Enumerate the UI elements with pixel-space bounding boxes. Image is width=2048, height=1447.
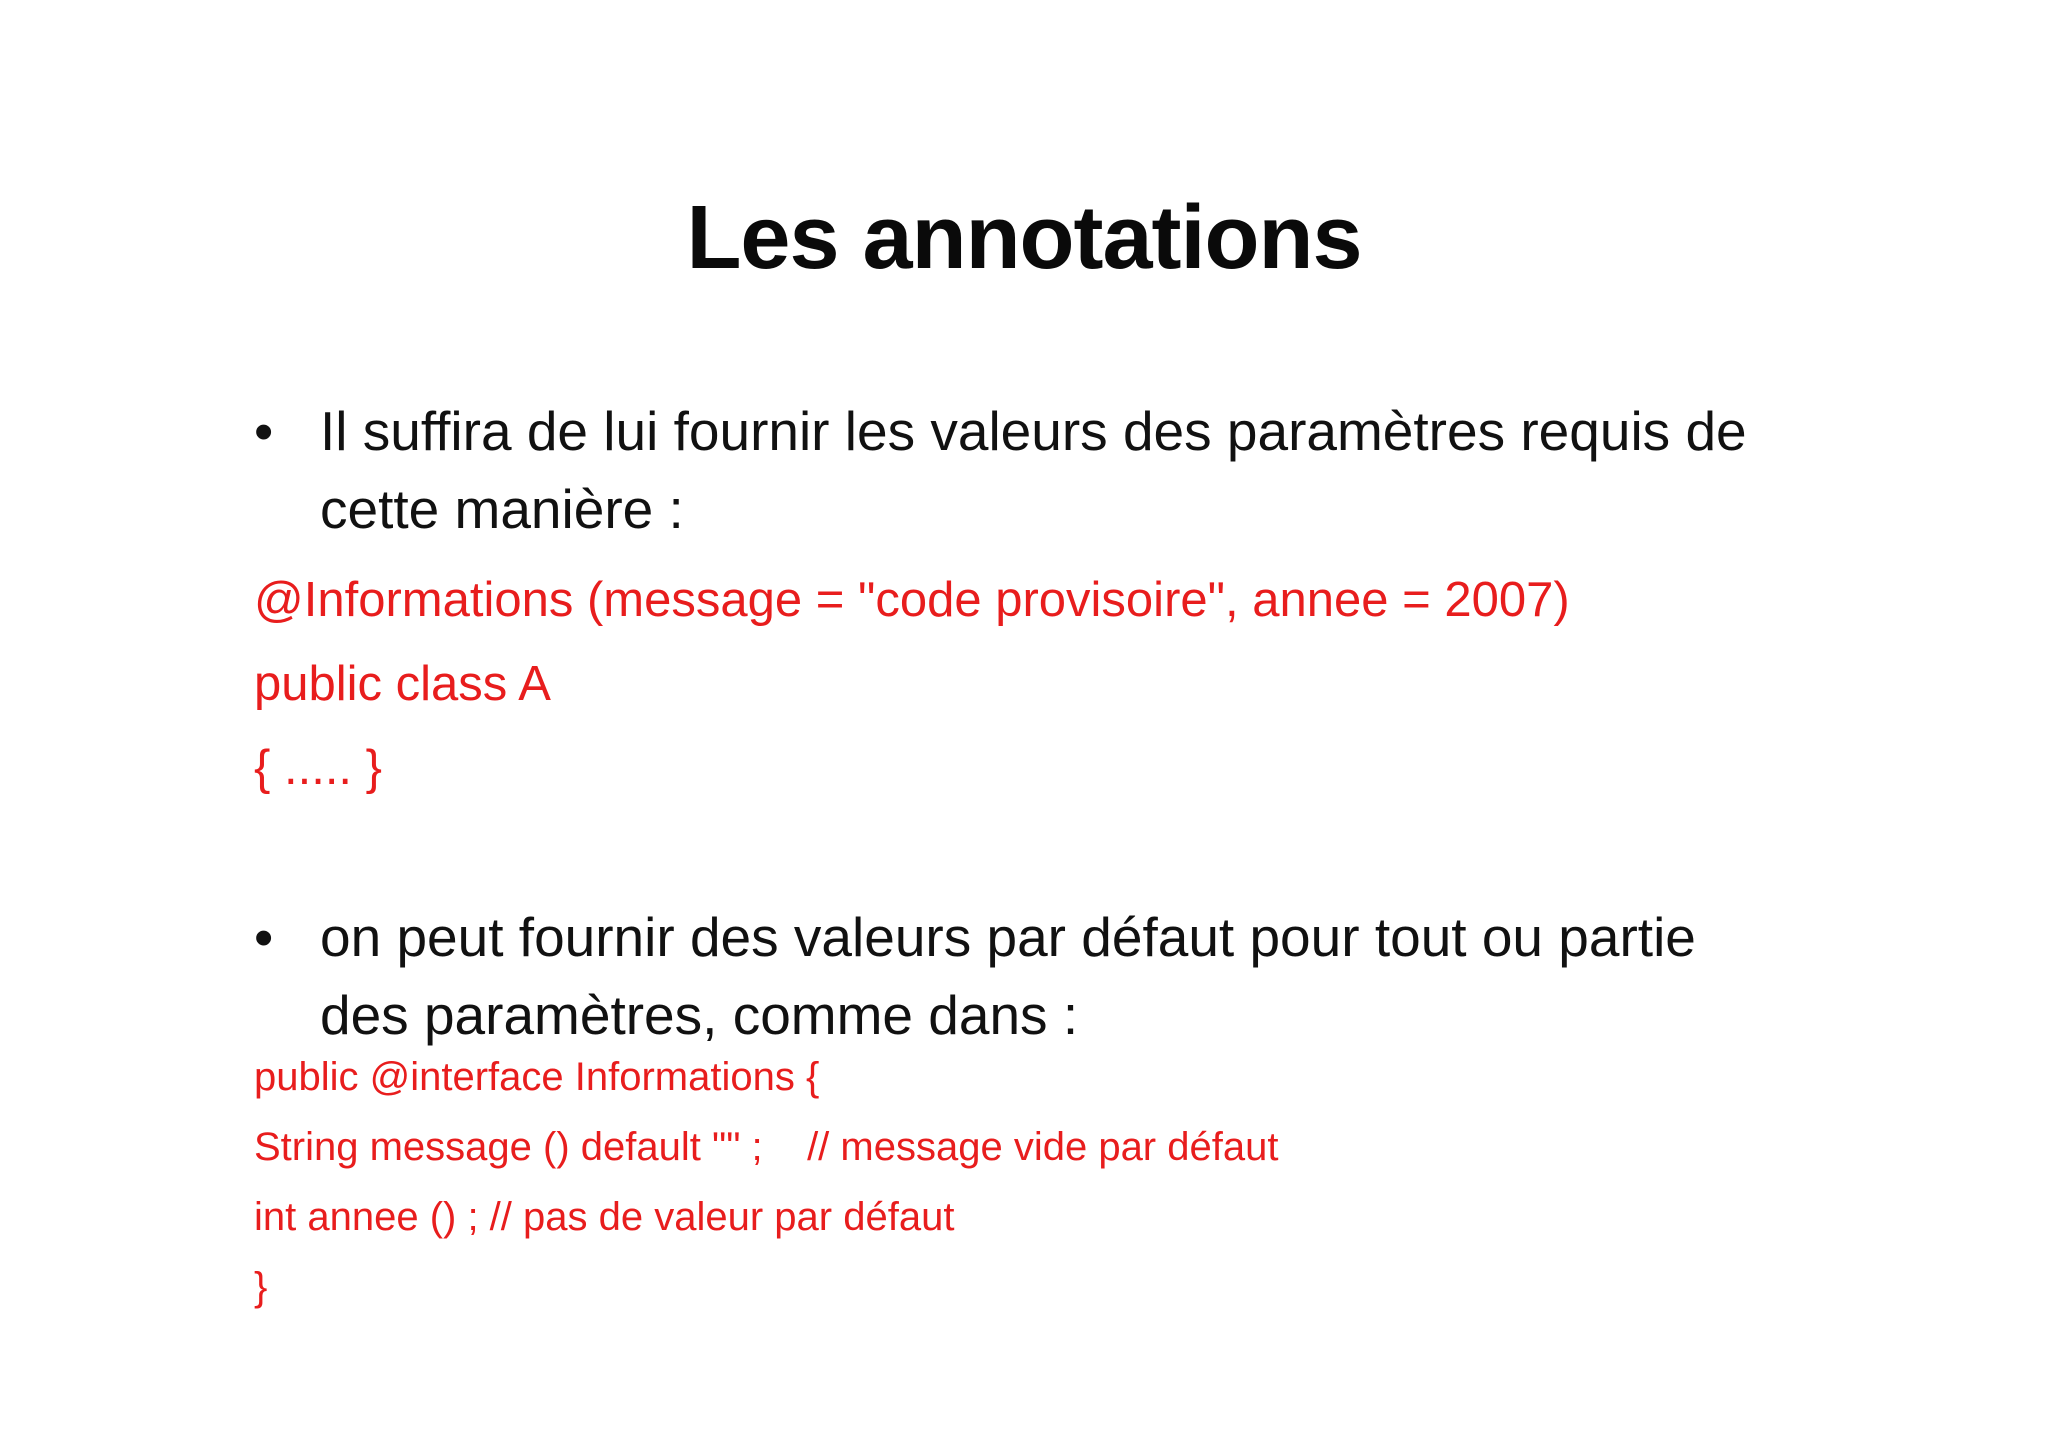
code-line: int annee () ; // pas de valeur par défaut xyxy=(254,1195,955,1239)
code-line: } xyxy=(254,1265,268,1309)
bullet-text: Il suffira de lui fournir les valeurs des paramètres requis de cette manière : xyxy=(320,400,1747,540)
code-line: { ..... } xyxy=(254,741,383,795)
code-line: String message () default "" ; // message vide par défaut xyxy=(254,1125,1279,1169)
code-line: public class A xyxy=(254,657,551,711)
bullet-marker: • xyxy=(254,906,274,968)
bullet-marker: • xyxy=(254,400,274,462)
code-line: @Informations (message = "code provisoire", annee = 2007) xyxy=(254,573,1570,627)
bullet-text: on peut fournir des valeurs par défaut pour tout ou partie des paramètres, comme dans : xyxy=(320,906,1696,1046)
slide-title: Les annotations xyxy=(686,188,1362,288)
code-line: public @interface Informations { xyxy=(254,1055,820,1099)
